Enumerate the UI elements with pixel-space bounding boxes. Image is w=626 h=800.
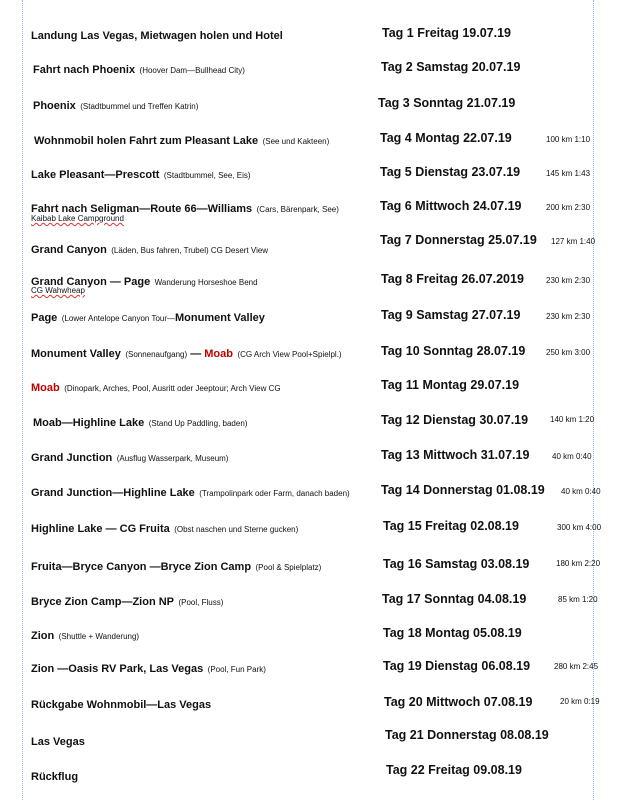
place-note: (Sonnenaufgang) — [125, 350, 188, 359]
place-title: Grand Canyon — [31, 244, 107, 256]
day-label: Tag 19 Dienstag 06.08.19 — [383, 659, 531, 673]
place-title: Fahrt nach Phoenix — [33, 64, 136, 76]
distance-time: 100 km 1:10 — [546, 135, 591, 144]
place-title: Grand Junction—Highline Lake — [31, 487, 195, 499]
place-note: (Stadtbummel und Treffen Katrin) — [80, 102, 199, 111]
day-label: Tag 13 Mittwoch 31.07.19 — [381, 448, 530, 462]
day-label: Tag 18 Montag 05.08.19 — [383, 626, 522, 640]
place-title: Moab — [31, 382, 60, 394]
place-note: (Pool, Fun Park) — [207, 665, 266, 674]
place-note: (Obst naschen und Sterne gucken) — [174, 525, 299, 534]
day-label: Tag 1 Freitag 19.07.19 — [382, 26, 511, 40]
place-title: Highline Lake — CG Fruita — [31, 523, 170, 535]
place-note-campground: (CG Arch View Pool+Spielpl.) — [237, 350, 342, 359]
place-title: Grand Canyon — Page — [31, 276, 151, 288]
place-title: Zion —Oasis RV Park, Las Vegas — [31, 663, 204, 675]
place-title: Grand Junction — [31, 452, 113, 464]
place-note: (See und Kakteen) — [262, 137, 330, 146]
place-title: Phoenix — [33, 100, 76, 112]
place-title: Page — [31, 312, 58, 324]
place-note: (Hoover Dam—Bullhead City) — [139, 66, 245, 75]
day-label: Tag 8 Freitag 26.07.2019 — [381, 272, 524, 286]
day-label: Tag 5 Dienstag 23.07.19 — [380, 165, 521, 179]
place-title: Lake Pleasant—Prescott — [31, 169, 160, 181]
distance-time: 40 km 0:40 — [552, 452, 592, 461]
distance-time: 180 km 2:20 — [556, 559, 601, 568]
place-note: (Stadtbummel, See, Eis) — [163, 171, 251, 180]
place-title: Wohnmobil holen Fahrt zum Pleasant Lake — [34, 135, 259, 147]
place-title: Moab—Highline Lake — [33, 417, 145, 429]
distance-time: 140 km 1:20 — [550, 415, 595, 424]
distance-time: 250 km 3:00 — [546, 348, 591, 357]
place-note: (Trampolinpark oder Farm, danach baden) — [199, 489, 350, 498]
day-label: Tag 16 Samstag 03.08.19 — [383, 557, 530, 571]
distance-time: 230 km 2:30 — [546, 276, 591, 285]
distance-time: 127 km 1:40 — [551, 237, 596, 246]
place-note: (Pool & Spielplatz) — [255, 563, 322, 572]
day-label: Tag 17 Sonntag 04.08.19 — [382, 592, 527, 606]
place-note: (Shuttle + Wanderung) — [58, 632, 140, 641]
day-label: Tag 11 Montag 29.07.19 — [381, 378, 520, 392]
distance-time: 40 km 0:40 — [561, 487, 601, 496]
place-note: (Ausflug Wasserpark, Museum) — [116, 454, 229, 463]
place-title: Rückflug — [31, 771, 79, 783]
place-title-destination: Monument Valley — [175, 312, 265, 324]
place-note: (Cars, Bärenpark, See) — [256, 205, 339, 214]
day-label: Tag 7 Donnerstag 25.07.19 — [380, 233, 537, 247]
day-label: Tag 4 Montag 22.07.19 — [380, 131, 512, 145]
distance-time: 200 km 2:30 — [546, 203, 591, 212]
distance-time: 20 km 0:19 — [560, 697, 600, 706]
place-title: Las Vegas — [31, 736, 85, 748]
place-note: (Läden, Bus fahren, Trubel) CG Desert View — [111, 246, 269, 255]
day-label: Tag 2 Samstag 20.07.19 — [381, 60, 521, 74]
day-label: Tag 3 Sonntag 21.07.19 — [378, 96, 516, 110]
day-label: Tag 15 Freitag 02.08.19 — [383, 519, 519, 533]
place-note: (Pool, Fluss) — [178, 598, 224, 607]
dash-separator: — — [187, 348, 205, 360]
place-title: Landung Las Vegas, Mietwagen holen und Hotel — [31, 30, 283, 42]
right-margin-guide — [593, 0, 594, 800]
place-note: (Lower Antelope Canyon Tour— — [61, 314, 176, 323]
campground-note: Kaibab Lake Campground — [31, 214, 124, 223]
distance-time: 145 km 1:43 — [546, 169, 591, 178]
distance-time: 300 km 4:00 — [557, 523, 602, 532]
day-label: Tag 14 Donnerstag 01.08.19 — [381, 483, 545, 497]
distance-time: 85 km 1:20 — [558, 595, 598, 604]
place-title: Fahrt nach Seligman—Route 66—Williams — [31, 203, 253, 215]
place-title: Zion — [31, 630, 55, 642]
place-title: Monument Valley — [31, 348, 121, 360]
place-title: Bryce Zion Camp—Zion NP — [31, 596, 175, 608]
day-label: Tag 21 Donnerstag 08.08.19 — [385, 728, 549, 742]
place-note: (Dinopark, Arches, Pool, Ausritt oder Jeeptour; Arch View CG — [64, 384, 281, 393]
place-title-destination: Moab — [204, 348, 233, 360]
day-label: Tag 22 Freitag 09.08.19 — [386, 763, 522, 777]
day-label: Tag 10 Sonntag 28.07.19 — [381, 344, 526, 358]
distance-time: 280 km 2:45 — [554, 662, 599, 671]
day-label: Tag 9 Samstag 27.07.19 — [381, 308, 521, 322]
distance-time: 230 km 2:30 — [546, 312, 591, 321]
place-title: Fruita—Bryce Canyon —Bryce Zion Camp — [31, 561, 252, 573]
place-note: Wanderung Horseshoe Bend — [154, 278, 258, 287]
left-margin-guide — [22, 0, 23, 800]
place-note: (Stand Up Paddling, baden) — [148, 419, 248, 428]
day-label: Tag 12 Dienstag 30.07.19 — [381, 413, 529, 427]
campground-note: CG Wahwheap — [31, 286, 85, 295]
day-label: Tag 6 Mittwoch 24.07.19 — [380, 199, 522, 213]
day-label: Tag 20 Mittwoch 07.08.19 — [384, 695, 533, 709]
place-title: Rückgabe Wohnmobil—Las Vegas — [31, 699, 212, 711]
